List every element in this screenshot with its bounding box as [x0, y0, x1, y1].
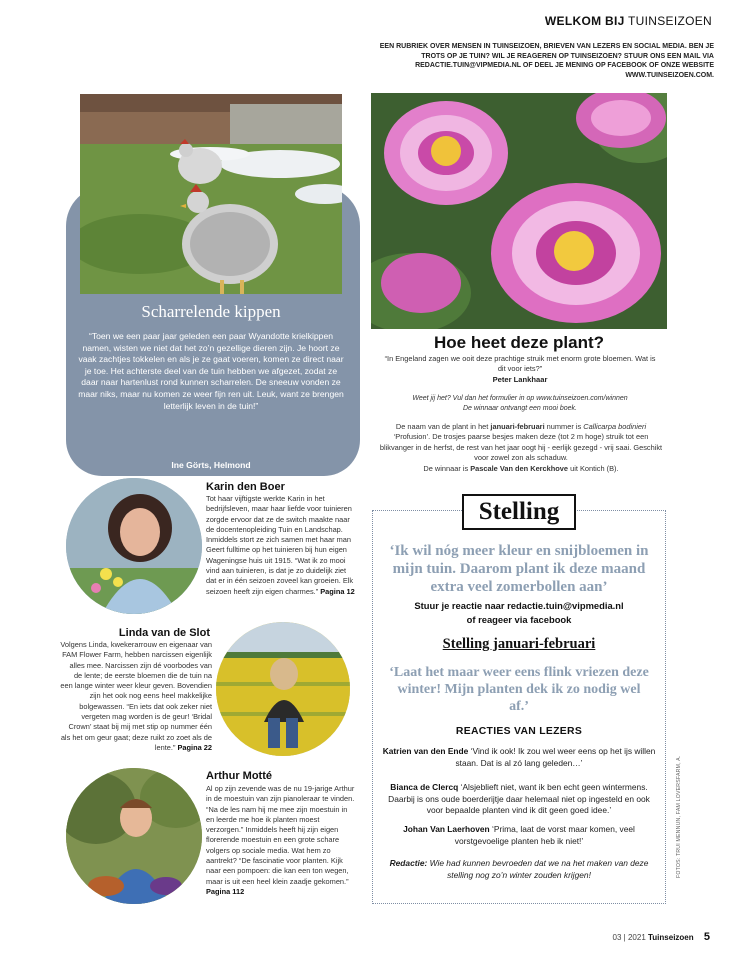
- reaction-author: Bianca de Clercq: [390, 782, 459, 792]
- linda-bio: [60, 640, 212, 753]
- reaction-author: Katrien van den Ende: [382, 746, 469, 756]
- plant-question-text: “In Engeland zagen we ooit deze prachtige struik met enorm grote bloemen. Wat is dit voor iets?”: [384, 354, 656, 373]
- reader-reactions-title: REACTIES VAN LEZERS: [455, 726, 583, 737]
- plant-answer: [378, 422, 664, 474]
- chicken-story-author: Ine Görts, Helmond: [171, 460, 251, 470]
- plant-answer-latin-name: Callicarpa bodinieri: [583, 422, 647, 431]
- chicken-illustration: [80, 94, 342, 294]
- stelling-quote: ‘Ik wil nóg meer kleur en snijbloemen in mijn tuin. Daarom plant ik deze maand extra veel zomerbollen aan’: [389, 543, 649, 595]
- reader-reaction: [382, 824, 656, 847]
- arthur-illustration: [66, 768, 202, 904]
- plant-answer-description: ‘Profusion’. De trosjes paarse besjes maken deze (tot 2 m hoge) struik tot een blikvanger in de herfst, de rest van het jaar oogt hij - eerlijk gezegd - vrij saai. Geschikt voor zowel zon als schaduw.: [379, 432, 663, 463]
- karin-bio-text: Tot haar vijftigste werkte Karin in het bedrijfsleven, maar haar liefde voor tuinieren zorgde ervoor dat ze de switch maakte naar de docentenopleiding Tuin en Landschap. Inmiddels stort ze zich samen met haar man Geert fulltime op het tuinieren bij hun eigen Wageningse huis uit 1915. “Wat ik zo mooi vind aan tuinieren, is dat je zo duidelijk ziet dat er in één seizoen zoveel kan groeien. Elk seizoen heeft zijn eigen charmes.”: [206, 494, 354, 596]
- chicken-photo: [80, 94, 342, 294]
- arthur-bio-text: Al op zijn zevende was de nu 19-jarige Arthur in de moestuin van zijn pianoleraar te vinden. “Na de les nam hij me mee zijn moestuin in en leerde me hoe ik planten moest verzorgen.” Inmiddels heeft hij zijn eigen florerende moestuin en een grote schare volgers op sociale media. Wat hem zo aantrekt? “De fascinatie voor planten. Kijk naar een pompoen: die kan een ton wegen, maar is uit een heel klein zaadje gekomen.”: [206, 784, 355, 886]
- peony-photo: [371, 93, 667, 329]
- plant-contest-instruction: Weet jij het? Vul dan het formulier in op www.tuinseizoen.com/winnen: [412, 395, 628, 402]
- plant-answer-mid: nummer is: [544, 422, 584, 431]
- editorial-text: Wie had kunnen bevroeden dat we na het maken van deze stelling nog zo’n winter zouden krijgen!: [427, 858, 649, 880]
- linda-page-ref: Pagina 22: [177, 742, 212, 752]
- editorial-reaction: [382, 858, 656, 881]
- reaction-text: ‘Vind ik ook! Ik zou wel weer eens op het ijs willen staan. Dat is al zó lang geleden…’: [455, 746, 656, 768]
- plant-question-asker: Peter Lankhaar: [492, 375, 548, 384]
- arthur-name: Arthur Motté: [206, 770, 272, 782]
- reaction-text: ‘Alsjeblieft niet, want ik ben echt geen wintermens. Daarbij is ons oude boerderijtje daar helemaal niet op ingesteld en ook voor bepaalde planten vind ik dit geen goed idee.’: [388, 782, 650, 816]
- karin-bio: [206, 494, 356, 597]
- arthur-bio: [206, 784, 356, 897]
- karin-name: Karin den Boer: [206, 481, 285, 493]
- plant-question-title: Hoe heet deze plant?: [433, 333, 605, 352]
- arthur-page-ref: Pagina 112: [206, 886, 245, 896]
- karin-illustration: [66, 478, 202, 614]
- editorial-label: Redactie:: [389, 858, 428, 868]
- plant-winner-suffix: uit Kontich (B).: [568, 463, 619, 473]
- section-title: [545, 14, 712, 28]
- karin-page-ref: Pagina 12: [320, 586, 355, 596]
- reader-reaction: [382, 746, 656, 769]
- page-footer: [613, 931, 710, 943]
- plant-answer-prefix: De naam van de plant in het: [395, 422, 491, 431]
- plant-answer-issue: januari-februari: [490, 422, 545, 431]
- linda-name: Linda van de Slot: [118, 627, 210, 639]
- previous-stelling-quote: ‘Laat het maar weer eens flink vriezen deze winter! Mijn planten dek ik zo nodig wel af.’: [389, 665, 649, 714]
- plant-contest-note: [380, 394, 660, 414]
- previous-stelling-title: Stelling januari-februari: [442, 636, 596, 652]
- magazine-name: Tuinseizoen: [648, 933, 694, 942]
- chicken-story-title: Scharrelende kippen: [141, 302, 281, 321]
- reaction-text: ‘Prima, laat de vorst maar komen, veel vorstgevoelige planten heb ik niet!’: [454, 824, 635, 846]
- plant-winner-prefix: De winnaar is: [423, 463, 471, 473]
- stelling-label: Stelling: [462, 494, 576, 530]
- stelling-facebook-cta: of reageer via facebook: [466, 614, 572, 625]
- linda-bio-text: Volgens Linda, kwekerarrouw en eigenaar van FAM Flower Farm, hebben narcissen eigenlijk alles mee. Narcissen zijn dé voorbodes van de lente; de eerste bloemen die de tuin na een lange winter weer kleur geven. Bovendien zijn het ook nog eens heel makkelijke bolgewassen. “En iets dat ook zeker niet vergeten mag worden is de geur! ‘Bridal Crown’ staat bij mij met stip op nummer één als het om geur gaat; deze ruikt zo zoet als de lente.”: [60, 640, 212, 752]
- issue-label: 03 | 2021: [612, 933, 646, 942]
- karin-portrait: [66, 478, 202, 614]
- section-intro: EEN RUBRIEK OVER MENSEN IN TUINSEIZOEN, BRIEVEN VAN LEZERS EN SOCIAL MEDIA. BEN JE TROTS OP JE TUIN? WIL JE REAGEREN OP TUINSEIZOEN? STUUR ONS EEN MAIL VIA REDACTIE.TUIN@VIPMEDIA.NL OF DEEL JE MENING OP FACEBOOK OF ONZE WEBSITE WWW.TUINSEIZOEN.COM.: [379, 43, 714, 79]
- photo-credits: FOTOS: TRUI MENNUN, FAM LOVERSFARM, A.: [676, 755, 682, 878]
- page-number: 5: [703, 931, 710, 943]
- reaction-author: Johan Van Laerhoven: [403, 824, 490, 834]
- plant-contest-prize: De winnaar ontvangt een mooi boek.: [462, 405, 578, 412]
- peony-illustration: [371, 93, 667, 329]
- linda-illustration: [216, 622, 350, 756]
- reader-reaction: [382, 782, 656, 817]
- arthur-portrait: [66, 768, 202, 904]
- plant-winner-name: Pascale Van den Kerckhove: [470, 463, 569, 473]
- section-title-light: TUINSEIZOEN: [628, 14, 712, 28]
- section-title-bold: WELKOM BIJ: [544, 14, 625, 28]
- linda-portrait: [216, 622, 350, 756]
- stelling-email-cta: Stuur je reactie naar redactie.tuin@vipmedia.nl: [414, 600, 624, 611]
- chicken-story-text: “Toen we een paar jaar geleden een paar Wyandotte krielkippen namen, wisten we niet dat het zo’n gezellige dieren zijn. Je hoort ze vaak zachtjes tokkelen en als je ze gaat voeren, komen ze direct naar je toe. Het achterste deel van de tuin hebben we afgezet, zodat ze daar naar hartenlust rond kunnen scharrelen. De sneeuw vonden ze maar niks, maar nu komen ze weer fijn ren uit. Leuk, want ze brengen letterlijk leven in de tuin!”: [78, 331, 344, 411]
